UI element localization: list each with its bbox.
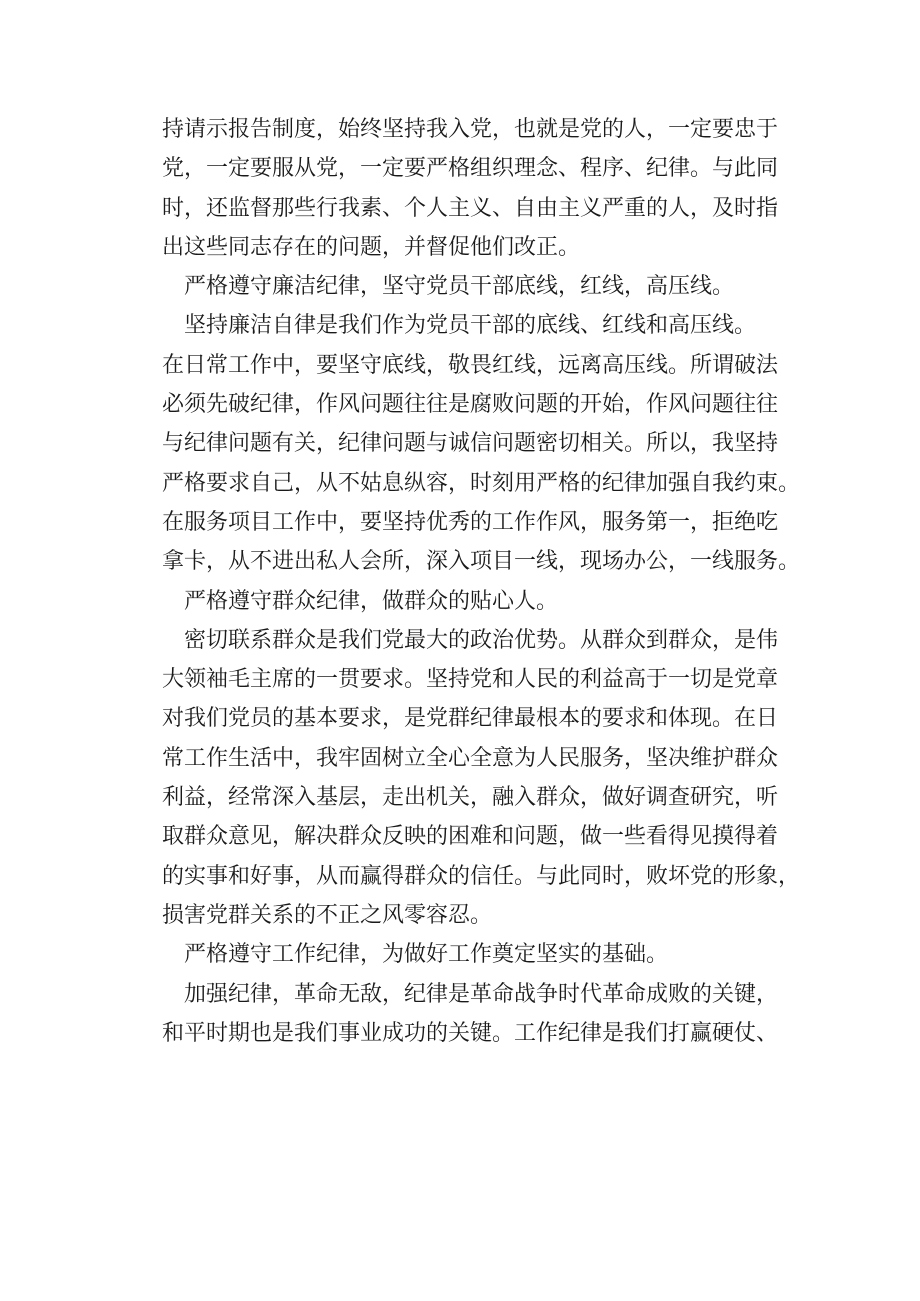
text-line: 大领袖毛主席的一贯要求。坚持党和人民的利益高于一切是党章 <box>162 667 779 693</box>
text-line: 党，一定要服从党，一定要严格组织理念、程序、纪律。与此同 <box>162 156 779 182</box>
text-line: 利益，经常深入基层，走出机关，融入群众，做好调查研究，听 <box>162 785 779 811</box>
text-line: 持请示报告制度，始终坚持我入党，也就是党的人，一定要忠于 <box>162 117 779 142</box>
text-line: 严格要求自己，从不姑息纵容，时刻用严格的纪律加强自我约束。 <box>162 470 801 496</box>
section-heading: 严格遵守廉洁纪律，坚守党员干部底线，红线，高压线。 <box>184 274 735 300</box>
section-heading: 严格遵守工作纪律，为做好工作奠定坚实的基础。 <box>184 942 669 968</box>
text-line: 常工作生活中，我牢固树立全心全意为人民服务，坚决维护群众 <box>162 745 779 771</box>
text-line: 在服务项目工作中，要坚持优秀的工作作风，服务第一，拒绝吃 <box>162 509 779 535</box>
text-line: 对我们党员的基本要求，是党群纪律最根本的要求和体现。在日 <box>162 706 779 732</box>
text-line: 损害党群关系的不正之风零容忍。 <box>162 902 493 928</box>
text-line: 坚持廉洁自律是我们作为党员干部的底线、红线和高压线。 <box>184 313 757 339</box>
text-line: 加强纪律，革命无敌，纪律是革命战争时代革命成败的关键， <box>184 981 779 1007</box>
text-line: 时，还监督那些行我素、个人主义、自由主义严重的人，及时指 <box>162 195 779 221</box>
text-line: 和平时期也是我们事业成功的关键。工作纪律是我们打赢硬仗、 <box>162 1020 779 1046</box>
text-line: 必须先破纪律，作风问题往往是腐败问题的开始，作风问题往往 <box>162 392 779 418</box>
text-line: 拿卡，从不进出私人会所，深入项目一线，现场办公，一线服务。 <box>162 549 801 575</box>
text-line: 出这些同志存在的问题，并督促他们改正。 <box>162 234 581 260</box>
text-line: 取群众意见，解决群众反映的困难和问题，做一些看得见摸得着 <box>162 824 779 850</box>
section-heading: 严格遵守群众纪律，做群众的贴心人。 <box>184 588 559 614</box>
text-line: 密切联系群众是我们党最大的政治优势。从群众到群众，是伟 <box>184 627 779 653</box>
document-body <box>162 110 802 1053</box>
text-line: 与纪律问题有关，纪律问题与诚信问题密切相关。所以，我坚持 <box>162 431 779 457</box>
text-line: 的实事和好事，从而赢得群众的信任。与此同时，败坏党的形象， <box>162 863 801 889</box>
text-line: 在日常工作中，要坚守底线，敬畏红线，远离高压线。所谓破法 <box>162 352 779 378</box>
